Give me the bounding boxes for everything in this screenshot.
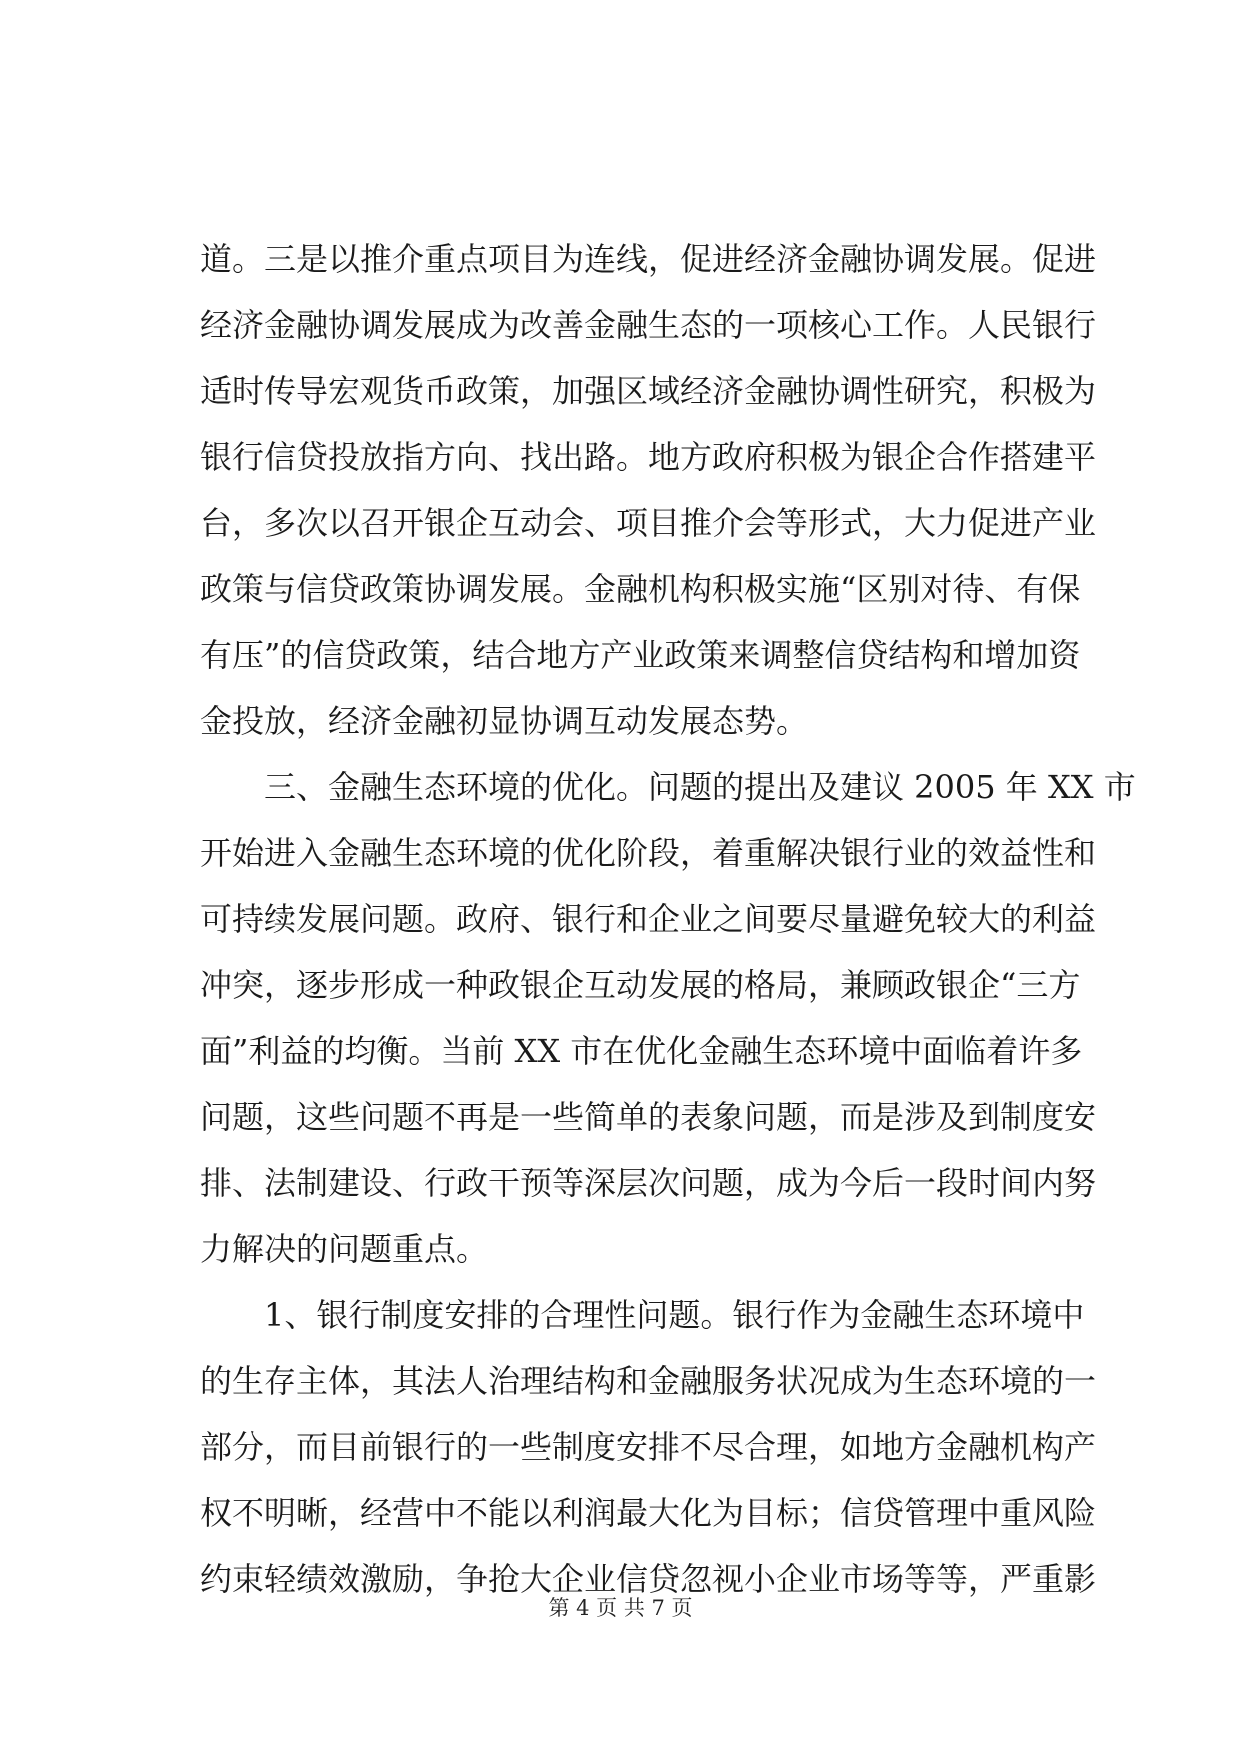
text-line: 1、银行制度安排的合理性问题。银行作为金融生态环境中 <box>264 1296 1085 1334</box>
page-number: 第 4 页 共 7 页 <box>548 1596 693 1620</box>
text-line: 适时传导宏观货币政策，加强区域经济金融协调性研究，积极为 <box>200 372 1097 410</box>
text-line: 的生存主体，其法人治理结构和金融服务状况成为生态环境的一 <box>200 1362 1097 1400</box>
text-line: 有压”的信贷政策，结合地方产业政策来调整信贷结构和增加资 <box>200 636 1081 674</box>
paragraph <box>200 1282 1097 1612</box>
text-line: 台，多次以召开银企互动会、项目推介会等形式，大力促进产业 <box>200 504 1097 542</box>
text-line: 排、法制建设、行政干预等深层次问题，成为今后一段时间内努 <box>200 1164 1097 1202</box>
text-line: 道。三是以推介重点项目为连线，促进经济金融协调发展。促进 <box>200 240 1097 278</box>
text-line: 问题，这些问题不再是一些简单的表象问题，而是涉及到制度安 <box>200 1098 1097 1136</box>
text-line: 银行信贷投放指方向、找出路。地方政府积极为银企合作搭建平 <box>200 438 1097 476</box>
text-line: 权不明晰，经营中不能以利润最大化为目标；信贷管理中重风险 <box>200 1494 1097 1532</box>
text-line: 约束轻绩效激励，争抢大企业信贷忽视小企业市场等等，严重影 <box>200 1560 1097 1598</box>
text-line: 金投放，经济金融初显协调互动发展态势。 <box>200 702 809 740</box>
text-line: 力解决的问题重点。 <box>200 1230 489 1268</box>
text-line: 可持续发展问题。政府、银行和企业之间要尽量避免较大的利益 <box>200 900 1097 938</box>
document-body <box>200 226 1136 1612</box>
text-line: 面”利益的均衡。当前 XX 市在优化金融生态环境中面临着许多 <box>200 1032 1083 1070</box>
text-line: 政策与信贷政策协调发展。金融机构积极实施“区别对待、有保 <box>200 570 1081 608</box>
text-line: 三、金融生态环境的优化。问题的提出及建议 2005 年 XX 市 <box>264 768 1136 806</box>
paragraph <box>200 754 1136 1282</box>
text-line: 开始进入金融生态环境的优化阶段，着重解决银行业的效益性和 <box>200 834 1097 872</box>
text-line: 冲突，逐步形成一种政银企互动发展的格局，兼顾政银企“三方 <box>200 966 1081 1004</box>
text-line: 部分，而目前银行的一些制度安排不尽合理，如地方金融机构产 <box>200 1428 1097 1466</box>
text-line: 经济金融协调发展成为改善金融生态的一项核心工作。人民银行 <box>200 306 1097 344</box>
paragraph <box>200 226 1097 754</box>
